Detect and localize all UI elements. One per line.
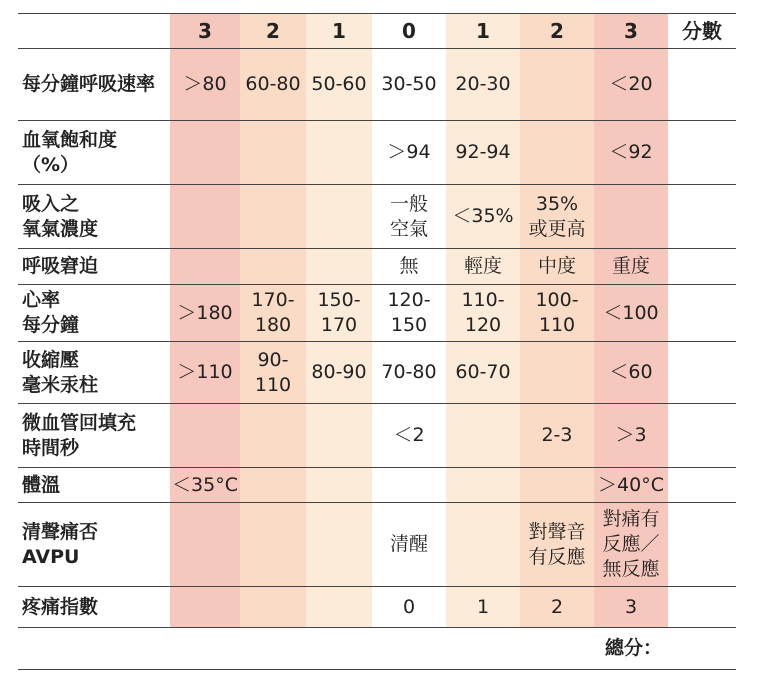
cell-score-0: 無 xyxy=(372,249,446,285)
cell-score-3-left: ＞180 xyxy=(170,285,240,342)
cell-score-2-left xyxy=(240,503,306,587)
table-row xyxy=(18,503,736,587)
cell-score-3-right xyxy=(594,185,668,249)
pews-score-table xyxy=(18,13,736,670)
cell-score-3-left xyxy=(170,249,240,285)
cell-score-3-right: 對痛有 反應／ 無反應 xyxy=(594,503,668,587)
cell-score-1-left: 50-60 xyxy=(306,49,372,121)
cell-score-3-right: 3 xyxy=(594,587,668,628)
cell-score-2-right: 100- 110 xyxy=(520,285,594,342)
header-score-1-right: 1 xyxy=(446,14,520,49)
cell-score-3-right: ＜100 xyxy=(594,285,668,342)
cell-score-0: 一般 空氣 xyxy=(372,185,446,249)
cell-score-3-left xyxy=(170,503,240,587)
cell-score-entry[interactable] xyxy=(668,49,736,121)
row-label: 每分鐘呼吸速率 xyxy=(18,49,170,121)
cell-score-2-right xyxy=(520,342,594,404)
cell-score-1-left xyxy=(306,503,372,587)
cell-score-2-left xyxy=(240,121,306,185)
cell-score-2-left: 60-80 xyxy=(240,49,306,121)
table-row xyxy=(18,468,736,503)
row-label: 疼痛指數 xyxy=(18,587,170,628)
cell-score-1-right: 20-30 xyxy=(446,49,520,121)
cell-score-3-right: ＞3 xyxy=(594,404,668,468)
cell-score-1-right: 92-94 xyxy=(446,121,520,185)
cell-score-2-right xyxy=(520,468,594,503)
header-score-2-left: 2 xyxy=(240,14,306,49)
row-label: 體溫 xyxy=(18,468,170,503)
header-score-column: 分數 xyxy=(668,14,736,49)
total-row xyxy=(18,628,736,670)
cell-score-1-right: 1 xyxy=(446,587,520,628)
cell-score-1-left xyxy=(306,249,372,285)
table-row xyxy=(18,121,736,185)
table-row xyxy=(18,342,736,404)
cell-score-3-right: ＜60 xyxy=(594,342,668,404)
cell-score-2-right xyxy=(520,121,594,185)
cell-score-1-right: 輕度 xyxy=(446,249,520,285)
cell-score-3-left xyxy=(170,121,240,185)
cell-score-1-left xyxy=(306,121,372,185)
cell-score-1-left xyxy=(306,587,372,628)
cell-score-0: 清醒 xyxy=(372,503,446,587)
total-label: 總分： xyxy=(18,628,668,670)
header-score-0: 0 xyxy=(372,14,446,49)
cell-score-entry[interactable] xyxy=(668,404,736,468)
row-label: 血氧飽和度 （%） xyxy=(18,121,170,185)
cell-score-0: 30-50 xyxy=(372,49,446,121)
row-label: 心率 每分鐘 xyxy=(18,285,170,342)
cell-score-2-right: 35% 或更高 xyxy=(520,185,594,249)
row-label: 呼吸窘迫 xyxy=(18,249,170,285)
cell-score-2-left xyxy=(240,404,306,468)
table-row xyxy=(18,587,736,628)
table-row xyxy=(18,285,736,342)
header-score-2-right: 2 xyxy=(520,14,594,49)
cell-score-entry[interactable] xyxy=(668,468,736,503)
table-body xyxy=(18,14,736,670)
cell-score-0 xyxy=(372,468,446,503)
cell-score-2-left xyxy=(240,587,306,628)
cell-score-0: 70-80 xyxy=(372,342,446,404)
cell-score-1-left xyxy=(306,404,372,468)
table-row xyxy=(18,404,736,468)
header-row xyxy=(18,14,736,49)
cell-score-3-right: ＜20 xyxy=(594,49,668,121)
cell-score-2-right xyxy=(520,49,594,121)
cell-score-1-right xyxy=(446,404,520,468)
header-score-3-right: 3 xyxy=(594,14,668,49)
cell-score-3-left: ＞110 xyxy=(170,342,240,404)
cell-score-1-right: 110- 120 xyxy=(446,285,520,342)
cell-score-3-right: ＞40°C xyxy=(594,468,668,503)
cell-score-entry[interactable] xyxy=(668,285,736,342)
row-label: 吸入之 氧氣濃度 xyxy=(18,185,170,249)
cell-score-3-left xyxy=(170,404,240,468)
table-row xyxy=(18,185,736,249)
table-row xyxy=(18,49,736,121)
cell-score-3-right: 重度 xyxy=(594,249,668,285)
cell-score-entry[interactable] xyxy=(668,342,736,404)
cell-score-2-right: 對聲音 有反應 xyxy=(520,503,594,587)
cell-score-1-right: ＜35% xyxy=(446,185,520,249)
cell-score-1-left xyxy=(306,185,372,249)
cell-score-entry[interactable] xyxy=(668,121,736,185)
cell-score-entry[interactable] xyxy=(668,249,736,285)
cell-score-2-right: 中度 xyxy=(520,249,594,285)
header-score-1-left: 1 xyxy=(306,14,372,49)
cell-score-1-right xyxy=(446,468,520,503)
table-row xyxy=(18,249,736,285)
cell-score-0: ＜2 xyxy=(372,404,446,468)
cell-score-2-left xyxy=(240,249,306,285)
cell-score-3-right: ＜92 xyxy=(594,121,668,185)
cell-score-2-right: 2 xyxy=(520,587,594,628)
row-label: 微血管回填充 時間秒 xyxy=(18,404,170,468)
cell-score-0: ＞94 xyxy=(372,121,446,185)
header-score-3-left: 3 xyxy=(170,14,240,49)
cell-score-2-right: 2-3 xyxy=(520,404,594,468)
cell-score-0: 0 xyxy=(372,587,446,628)
cell-score-entry[interactable] xyxy=(668,587,736,628)
cell-score-1-right xyxy=(446,503,520,587)
cell-score-2-left: 90- 110 xyxy=(240,342,306,404)
header-blank xyxy=(18,14,170,49)
cell-score-0: 120- 150 xyxy=(372,285,446,342)
total-score-entry[interactable] xyxy=(668,628,736,670)
cell-score-1-right: 60-70 xyxy=(446,342,520,404)
cell-score-3-left xyxy=(170,185,240,249)
cell-score-3-left xyxy=(170,587,240,628)
cell-score-1-left: 80-90 xyxy=(306,342,372,404)
cell-score-3-left: ＜35°C xyxy=(170,468,240,503)
cell-score-2-left xyxy=(240,468,306,503)
row-label: 收縮壓 毫米汞柱 xyxy=(18,342,170,404)
cell-score-entry[interactable] xyxy=(668,503,736,587)
cell-score-2-left: 170- 180 xyxy=(240,285,306,342)
cell-score-entry[interactable] xyxy=(668,185,736,249)
cell-score-1-left xyxy=(306,468,372,503)
row-label: 清聲痛否 AVPU xyxy=(18,503,170,587)
cell-score-1-left: 150- 170 xyxy=(306,285,372,342)
cell-score-2-left xyxy=(240,185,306,249)
cell-score-3-left: ＞80 xyxy=(170,49,240,121)
